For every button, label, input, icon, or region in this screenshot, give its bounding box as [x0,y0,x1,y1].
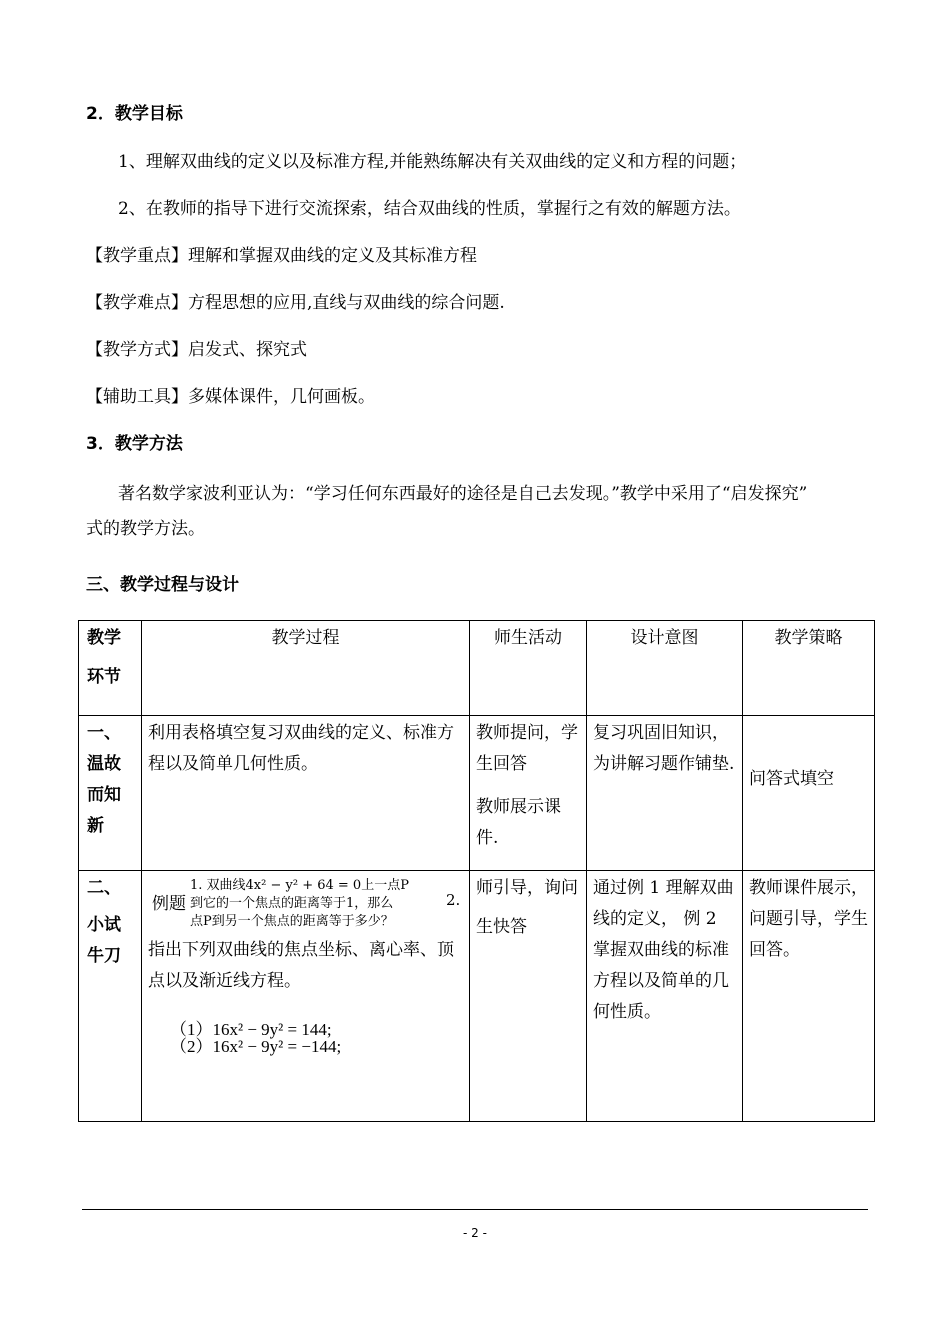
section-heading-method: 3．教学方法 [86,434,183,454]
equation-1: （1）16x² − 9y² = 144; [170,1020,332,1039]
header-intent: 设计意图 [587,621,743,716]
method-paragraph-line-1: 著名数学家波利亚认为：“学习任何东西最好的途径是自己去发现。”教学中采用了“启发探究” [118,484,808,504]
section-heading-goals: 2．教学目标 [86,104,183,124]
row2-activity: 师引导，询问 生快答 [470,871,587,1122]
goal-item-2: 2、在教师的指导下进行交流探索，结合双曲线的性质，掌握行之有效的解题方法。 [118,199,741,219]
example-2-number: 2. [446,891,461,909]
equation-list [170,1021,463,1055]
header-activity: 师生活动 [470,621,587,716]
row2-strategy: 教师课件展示，问题引导，学生回答。 [743,871,875,1122]
equation-2: （2）16x² − 9y² = −144; [170,1037,342,1056]
header-strategy: 教学策略 [743,621,875,716]
method-paragraph-line-2: 式的教学方法。 [86,519,205,539]
row2-intent: 通过例 1 理解双曲线的定义， 例 2 掌握双曲线的标准方程以及简单的几何性质。 [587,871,743,1122]
example-block [148,873,463,935]
teaching-mode: 【教学方式】启发式、探究式 [86,340,307,360]
example-1-text: 1. 双曲线4x² − y² + 64 = 0上一点P 到它的一个焦点的距离等于1，那么 点P到另一个焦点的距离等于多少？ [190,878,409,929]
teaching-tools: 【辅助工具】多媒体课件，几何画板。 [86,387,375,407]
table-row [79,871,875,1122]
goal-item-1: 1、理解双曲线的定义以及标准方程,并能熟练解决有关双曲线的定义和方程的问题； [118,152,747,172]
row1-activity: 教师提问，学生回答 教师展示课件. [470,716,587,871]
example-2-task: 指出下列双曲线的焦点坐标、离心率、顶点以及渐近线方程。 [148,940,454,991]
teaching-process-table [78,620,875,1122]
example-label: 例题 [152,894,186,914]
table-row [79,716,875,871]
row1-strategy: 问答式填空 [743,716,875,871]
page-number: - 2 - [463,1226,487,1240]
section-heading-process: 三、教学过程与设计 [86,575,239,595]
header-stage: 教学 环节 [79,621,142,716]
row1-process: 利用表格填空复习双曲线的定义、标准方程以及简单几何性质。 [142,716,470,871]
row1-stage: 一、 温故 而知 新 [79,716,142,871]
difficulty: 【教学难点】方程思想的应用,直线与双曲线的综合问题. [86,293,505,313]
row1-intent: 复习巩固旧知识，为讲解习题作铺垫. [587,716,743,871]
row2-process [142,871,470,1122]
row2-stage: 二、 小试 牛刀 [79,871,142,1122]
header-process: 教学过程 [142,621,470,716]
key-point: 【教学重点】理解和掌握双曲线的定义及其标准方程 [86,246,477,266]
table-header-row [79,621,875,716]
footer-divider [82,1209,868,1210]
